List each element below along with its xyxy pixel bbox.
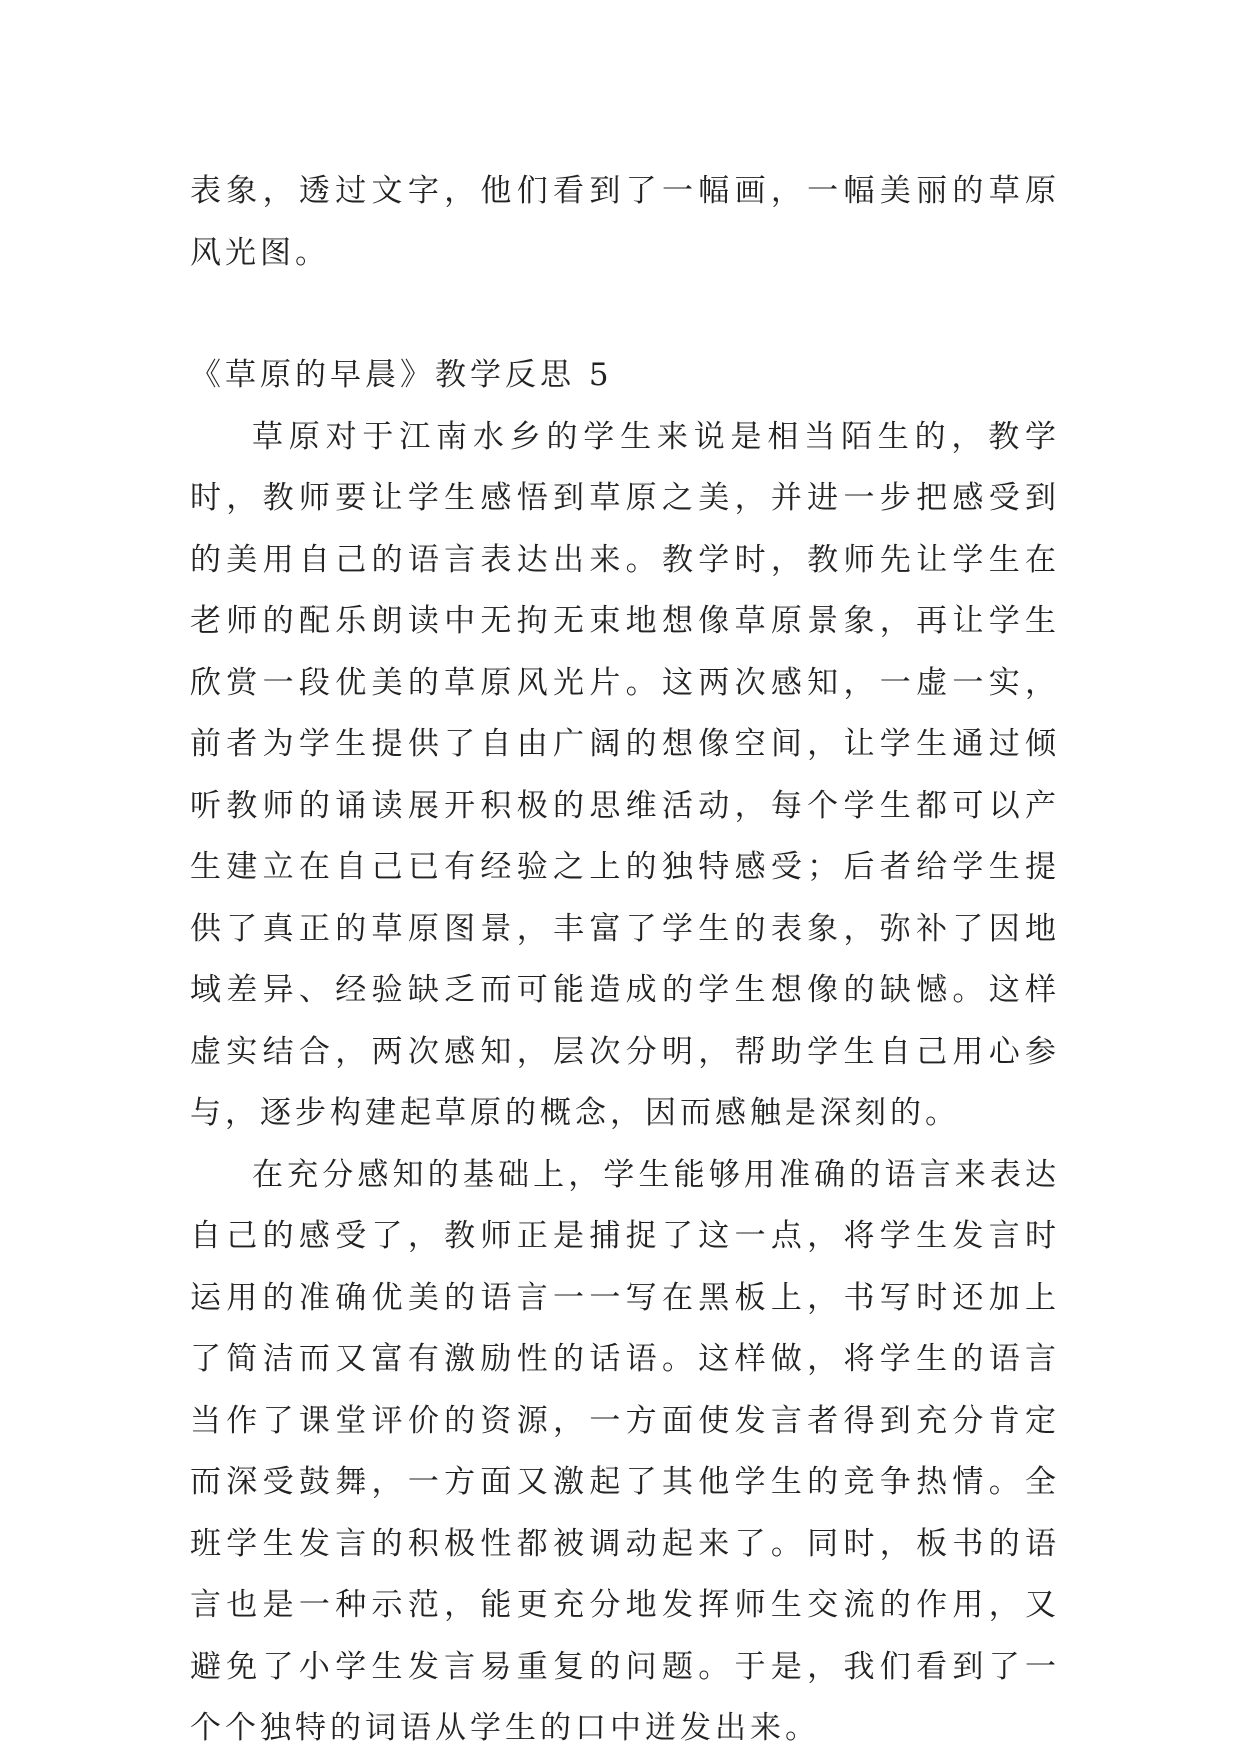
section-title: 《草原的早晨》教学反思 5 <box>190 357 613 393</box>
body-paragraph-1: 草原对于江南水乡的学生来说是相当陌生的，教学时，教师要让学生感悟到草原之美，并进一步把感受到的美用自己的语言表达出来。教学时，教师先让学生在老师的配乐朗读中无拘无束地想像草原景象，再让学生欣赏一段优美的草原风光片。这两次感知，一虚一实，前者为学生提供了自由广阔的想像空间，让学生通过倾听教师的诵读展开积极的思维活动，每个学生都可以产生建立在自己已有经验之上的独特感受；后者给学生提供了真正的草原图景，丰富了学生的表象，弥补了因地域差异、经验缺乏而可能造成的学生想像的缺憾。这样虚实结合，两次感知，层次分明，帮助学生自己用心参与，逐步构建起草原的概念，因而感触是深刻的。 <box>190 418 1060 1131</box>
body-paragraph-2: 在充分感知的基础上，学生能够用准确的语言来表达自己的感受了，教师正是捕捉了这一点，将学生发言时运用的准确优美的语言一一写在黑板上，书写时还加上了简洁而又富有激励性的话语。这样做，将学生的语言当作了课堂评价的资源，一方面使发言者得到充分肯定而深受鼓舞，一方面又激起了其他学生的竞争热情。全班学生发言的积极性都被调动起来了。同时，板书的语言也是一种示范，能更充分地发挥师生交流的作用，又避免了小学生发言易重复的问题。于是，我们看到了一个个独特的词语从学生的口中迸发出来。 <box>190 1156 1060 1746</box>
carryover-paragraph: 表象，透过文字，他们看到了一幅画，一幅美丽的草原风光图。 <box>190 173 1060 271</box>
document-body <box>190 161 1060 1760</box>
